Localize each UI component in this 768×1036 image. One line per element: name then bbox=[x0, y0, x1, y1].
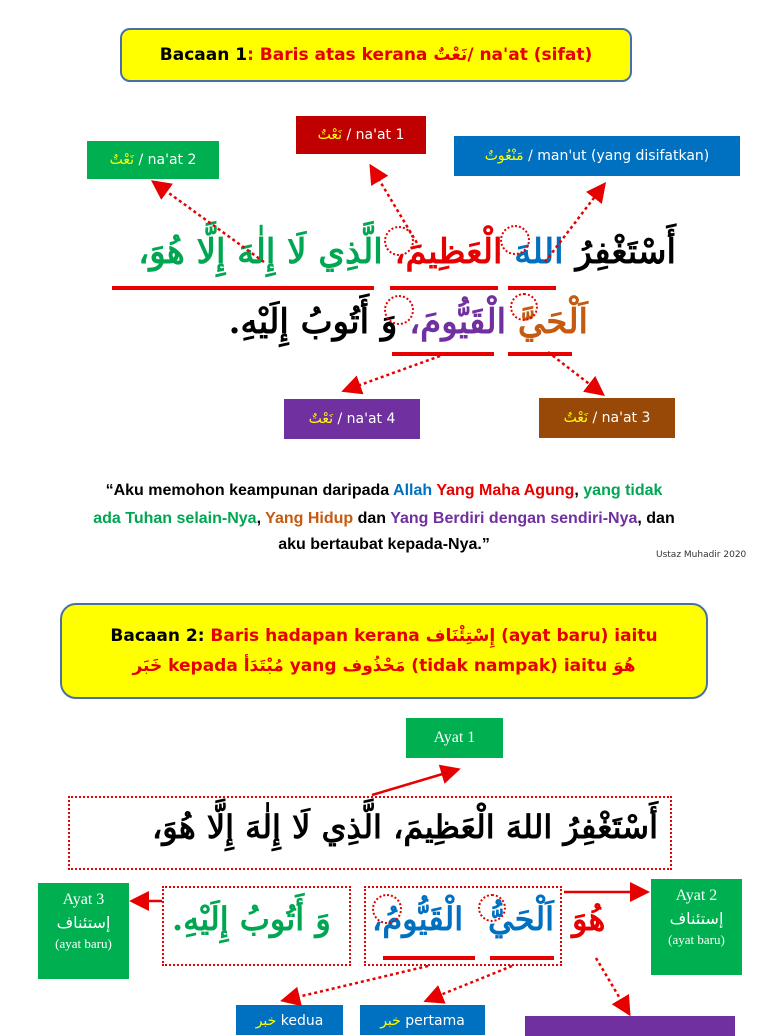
translation-line2: ada Tuhan selain-Nya, Yang Hidup dan Yang Berdiri dengan sendiri-Nya, dan bbox=[93, 510, 675, 527]
s2-qayyum: الْقَيُّومُ، bbox=[372, 900, 464, 938]
s1-allah: اللهَ bbox=[514, 232, 564, 272]
ayat3-box: Ayat 3 إستئناف (ayat baru) bbox=[38, 883, 129, 979]
bacaan2-line1: Bacaan 2: Baris hadapan kerana إِسْتِئْنَاف (ayat baru) iaitu bbox=[110, 626, 658, 646]
arrow-khabar1 bbox=[428, 966, 512, 1000]
label-naat2: نَعْتٌ / na'at 2 bbox=[87, 141, 219, 179]
arrow-manut bbox=[545, 186, 603, 262]
arrow-naat2 bbox=[155, 183, 264, 262]
arrow-naat3 bbox=[548, 352, 601, 393]
bacaan2-line2: خَبَر kepada مُبْتَدَأ yang مَحْذُوف (tidak nampak) iaitu هُوَ bbox=[132, 656, 636, 676]
s2-arabic-line1: أَسْتَغْفِرُ اللهَ الْعَظِيمَ، الَّذِي لَا إِلٰهَ إِلَّا هُوَ، bbox=[151, 808, 658, 846]
arrow-naat1 bbox=[372, 168, 420, 248]
arrow-mubtada bbox=[596, 958, 628, 1012]
bacaan1-rest-b: / na'at (sifat) bbox=[467, 45, 593, 65]
dotted-arrows bbox=[155, 168, 628, 1012]
arrow-naat4 bbox=[346, 356, 440, 390]
translation-line3: aku bertaubat kepada-Nya.” bbox=[278, 536, 490, 553]
credit: Ustaz Muhadir 2020 bbox=[656, 550, 747, 560]
s1-atubu: وَ أَتُوبُ إِلَيْهِ. bbox=[228, 302, 398, 342]
label-khabar-pertama: خبر pertama bbox=[360, 1005, 485, 1035]
ayat1-box: Ayat 1 bbox=[406, 718, 503, 758]
bacaan1-arabic: نَعْتٌ bbox=[433, 45, 468, 65]
arrow-khabar2 bbox=[285, 966, 428, 1000]
s2-huwa: هُوَ bbox=[572, 900, 606, 938]
bacaan1-rest-a: : Baris atas kerana bbox=[247, 45, 434, 65]
s1-astaghfiru: أَسْتَغْفِرُ bbox=[575, 232, 676, 272]
arrow-ayat1 bbox=[372, 770, 456, 795]
s1-qayyum: الْقَيُّومَ، bbox=[409, 302, 507, 342]
label-khabar-kedua: خبر kedua bbox=[236, 1005, 343, 1035]
translation-line1: “Aku memohon keampunan daripada Allah Yang Maha Agung, yang tidak bbox=[105, 482, 663, 499]
s1-hayy: اَلْحَيَّ bbox=[517, 302, 588, 342]
s1-alladhi: الَّذِي لَا إِلٰهَ إِلَّا هُوَ، bbox=[138, 232, 383, 272]
label-naat3: نَعْتٌ / na'at 3 bbox=[539, 398, 675, 438]
s2-hayy: اَلْحَيُّ bbox=[488, 900, 554, 938]
s1-azim: الْعَظِيمَ، bbox=[394, 232, 503, 272]
bacaan1-prefix: Bacaan 1 bbox=[159, 45, 248, 65]
ayat2-box: Ayat 2 إستئناف (ayat baru) bbox=[651, 879, 742, 975]
label-naat1: نَعْتٌ / na'at 1 bbox=[296, 116, 426, 154]
solid-arrows bbox=[134, 770, 645, 901]
label-manut: مَنْعُوتٌ / man'ut (yang disifatkan) bbox=[454, 136, 740, 176]
s2-atubu: وَ أَتُوبُ إِلَيْهِ. bbox=[172, 900, 331, 938]
label-naat4: نَعْتٌ / na'at 4 bbox=[284, 399, 420, 439]
